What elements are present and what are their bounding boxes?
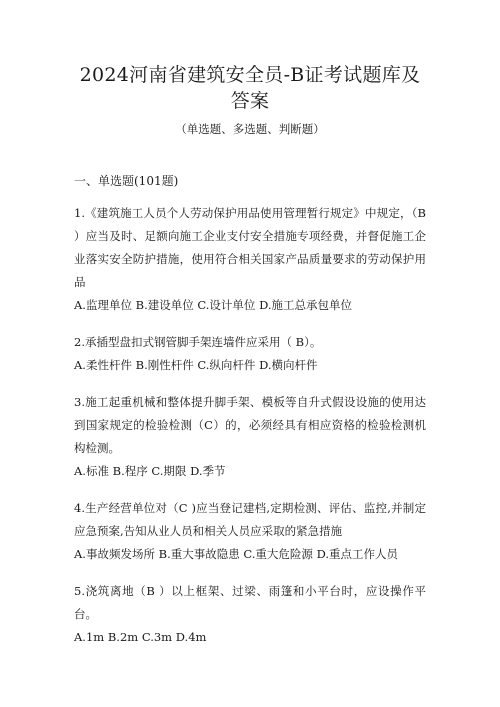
question-text: 3.施工起重机械和整体提升脚手架、模板等自升式假设设施的使用达到国家规定的检验检测（C）的，必须经具有相应资格的检验检测机构检测。 <box>74 395 426 455</box>
question-options: A.标准 B.程序 C.期限 D.季节 <box>74 464 226 478</box>
question-2 <box>74 331 426 377</box>
question-1 <box>74 202 426 317</box>
question-4 <box>74 497 426 566</box>
question-3 <box>74 391 426 483</box>
question-text: 2.承插型盘扣式钢管脚手架连墙件应采用（ B）。 <box>74 335 322 349</box>
question-options: A.柔性杆件 B.刚性杆件 C.纵向杆件 D.横向杆件 <box>74 358 318 372</box>
question-text: 4.生产经营单位对（C )应当登记建档,定期检测、评估、监控,并制定应急预案,告知从业人员和相关人员应采取的紧急措施 <box>74 501 426 538</box>
document-title: 2024河南省建筑安全员-B证考试题库及答案 <box>79 64 421 112</box>
question-options: A.事故频发场所 B.重大事故隐患 C.重大危险源 D.重点工作人员 <box>74 547 399 561</box>
question-text: 5.浇筑离地（B ）以上框架、过梁、雨篷和小平台时，应设操作平台。 <box>74 584 426 621</box>
question-options: A.监理单位 B.建设单位 C.设计单位 D.施工总承包单位 <box>74 298 353 312</box>
question-text: 1.《建筑施工人员个人劳动保护用品使用管理暂行规定》中规定，（B ）应当及时、足额向施工企业支付安全措施专项经费，并督促施工企业落实安全防护措施，使用符合相关国家产品质量要求的劳动保护用品 <box>74 206 426 289</box>
question-5 <box>74 580 426 649</box>
question-options: A.1m B.2m C.3m D.4m <box>74 630 207 644</box>
section-heading: 一、单选题(101题) <box>74 174 179 188</box>
document-subtitle: （单选题、多选题、判断题） <box>175 122 325 136</box>
